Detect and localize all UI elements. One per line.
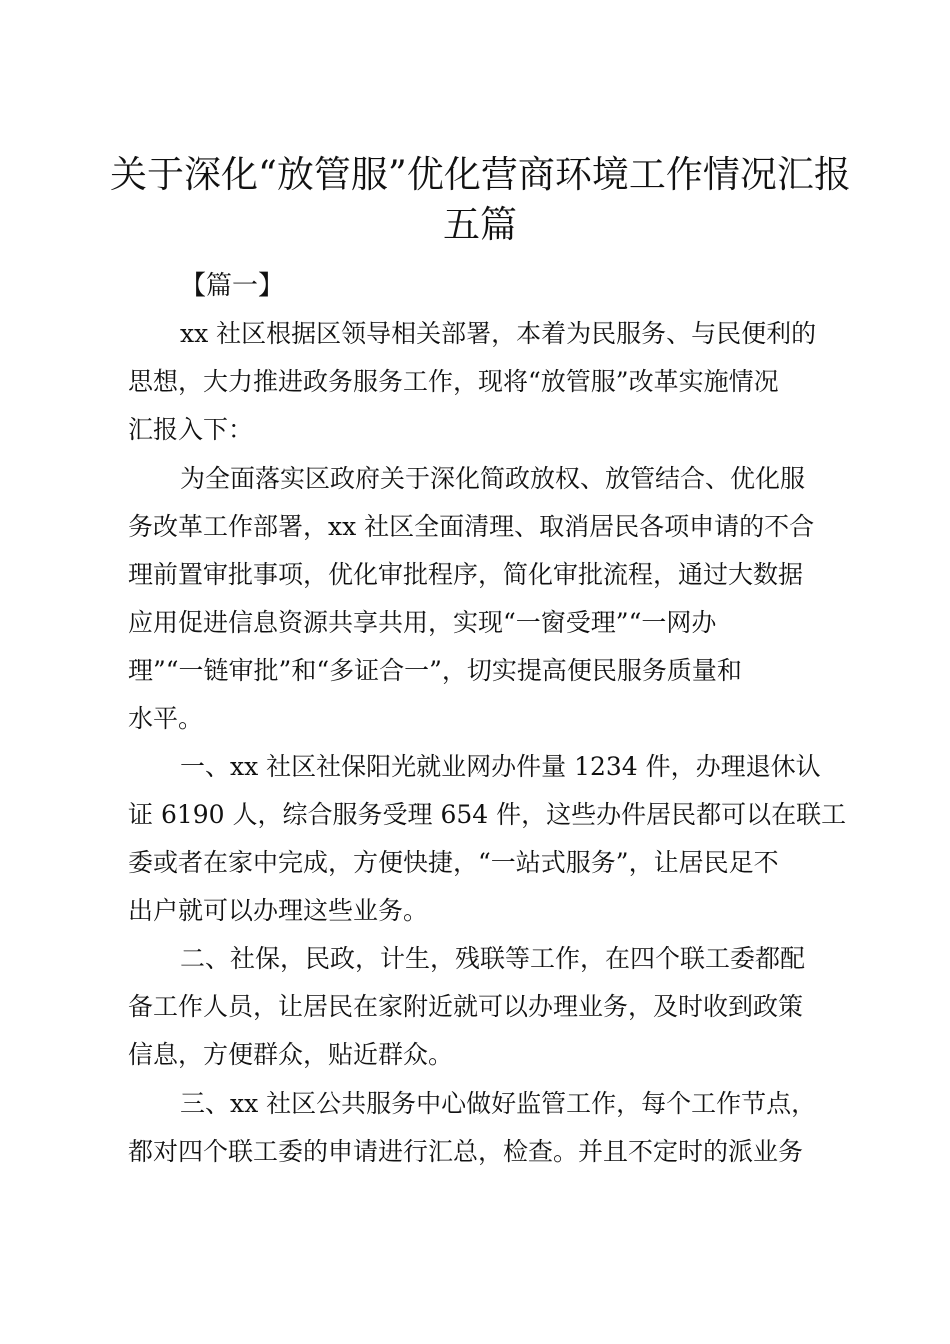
paragraph-2 [128,455,828,743]
paragraph-line: 应用促进信息资源共享共用，实现“一窗受理”“一网办 [128,608,717,637]
paragraph-5 [128,1080,828,1176]
paragraph-line: 为全面落实区政府关于深化简政放权、放管结合、优化服 [180,464,806,493]
paragraph-line: 理前置审批事项，优化审批程序，简化审批流程，通过大数据 [128,560,804,589]
paragraph-line: 一、xx 社区社保阳光就业网办件量 1234 件，办理退休认 [180,752,821,781]
paragraph-line: 信息，方便群众，贴近群众。 [128,1040,454,1069]
paragraph-line: 出户就可以办理这些业务。 [128,896,429,925]
paragraph-1 [128,310,828,454]
paragraph-line: 证 6190 人，综合服务受理 654 件，这些办件居民都可以在联工 [128,800,847,829]
paragraph-line: 务改革工作部署，xx 社区全面清理、取消居民各项申请的不合 [128,512,815,541]
paragraph-4 [128,935,828,1079]
paragraph-line: 思想，大力推进政务服务工作，现将“放管服”改革实施情况 [128,367,779,396]
paragraph-line: 二、社保，民政，计生，残联等工作，在四个联工委都配 [180,944,806,973]
paragraph-line: xx 社区根据区领导相关部署，本着为民服务、与民便利的 [180,319,817,348]
paragraph-line: 备工作人员，让居民在家附近就可以办理业务，及时收到政策 [128,992,804,1021]
paragraph-line: 都对四个联工委的申请进行汇总，检查。并且不定时的派业务 [128,1137,804,1166]
paragraph-line: 汇报入下： [128,415,254,444]
paragraph-line: 理”“一链审批”和“多证合一”，切实提高便民服务质量和 [128,656,742,685]
title-line-2: 五篇 [443,203,517,246]
paragraph-line: 委或者在家中完成，方便快捷，“一站式服务”，让居民足不 [128,848,779,877]
paragraph-3 [128,743,847,935]
paragraph-line: 水平。 [128,704,204,733]
title-line-1: 关于深化“放管服”优化营商环境工作情况汇报 [110,153,851,196]
document-title [110,150,850,250]
section-label: 【篇一】 [180,271,285,301]
paragraph-line: 三、xx 社区公共服务中心做好监管工作，每个工作节点， [180,1089,817,1118]
